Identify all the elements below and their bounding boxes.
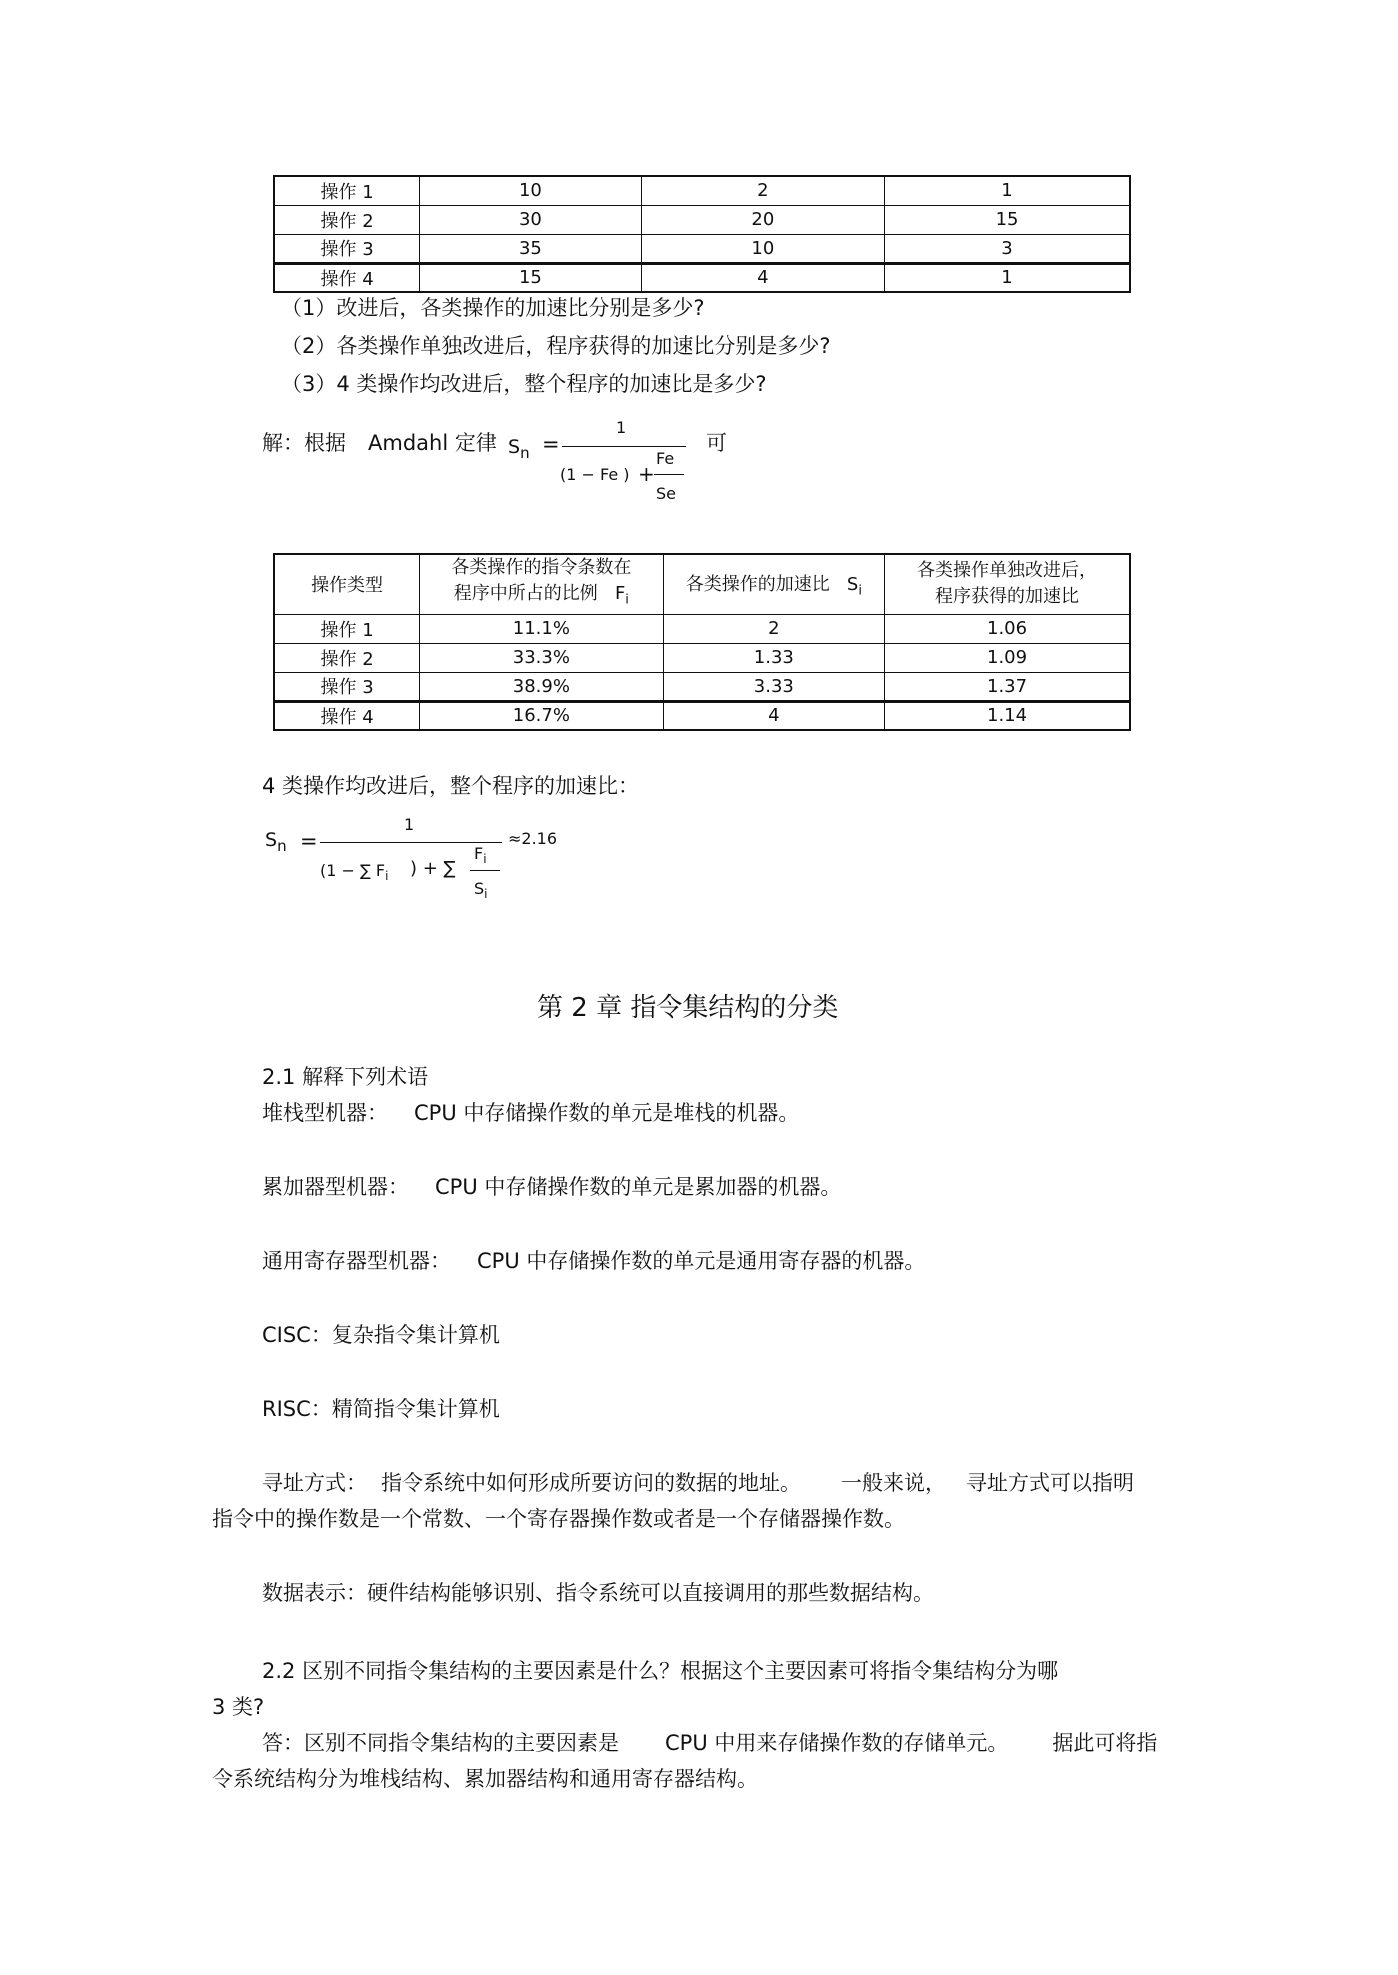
solution-suffix: 可 [706, 431, 727, 455]
table-speedup [273, 553, 1131, 731]
term-data-representation: 数据表示：硬件结构能够识别、指令系统可以直接调用的那些数据结构。 [262, 1581, 934, 1605]
section-2-2-answer-line-2: 令系统结构分为堆栈结构、累加器结构和通用寄存器结构。 [212, 1767, 758, 1791]
term-label: 通用寄存器型机器： [262, 1249, 451, 1273]
table-cell: 1.09 [885, 643, 1130, 672]
overall-equals: = [300, 829, 318, 853]
addressing-line-2: 指令中的操作数是一个常数、一个寄存器操作数或者是一个存储器操作数。 [212, 1507, 905, 1531]
formula-equals: = [542, 432, 560, 456]
table-cell: 操作 2 [274, 205, 420, 234]
term-stack [262, 1100, 799, 1126]
table-cell: 1.06 [885, 614, 1130, 643]
table-cell: 11.1% [420, 614, 663, 643]
table-cell: 15 [885, 205, 1130, 234]
table-cell: 10 [641, 234, 884, 263]
formula-numerator: 1 [616, 418, 627, 437]
table-cell: 操作 4 [274, 701, 420, 730]
overall-numerator: 1 [404, 815, 415, 834]
overall-fraction-bar [320, 842, 502, 843]
overall-denominator-left: (1 − ∑ $F_i$ [320, 861, 389, 884]
table-cell: 10 [420, 176, 641, 205]
term-cisc [262, 1322, 500, 1348]
term-accumulator [262, 1174, 841, 1200]
table-cell: 1.37 [885, 672, 1130, 701]
overall-si: $S_i$ [474, 879, 488, 902]
term-label: 堆栈型机器： [262, 1101, 388, 1125]
header-cell: 各类操作的指令条数在 程序中所占的比例 $F_i$ [420, 554, 663, 614]
term-definition: 精简指令集计算机 [331, 1397, 500, 1421]
overall-result: ≈2.16 [508, 829, 558, 848]
formula-plus: + [638, 462, 655, 486]
term-gpr [262, 1248, 925, 1274]
overall-label: 4 类操作均改进后，整个程序的加速比： [262, 774, 640, 798]
term-definition: CPU 中存储操作数的单元是累加器的机器。 [435, 1175, 842, 1199]
table-cell: 2 [641, 176, 884, 205]
question-2: （2）各类操作单独改进后，程序获得的加速比分别是多少? [281, 334, 831, 358]
fraction-bar [562, 446, 686, 447]
table-cell: 操作 1 [274, 614, 420, 643]
table-cell: 16.7% [420, 701, 663, 730]
term-label: 累加器型机器： [262, 1175, 409, 1199]
table-cell: 15 [420, 263, 641, 292]
header-cell: 操作类型 [274, 554, 420, 614]
table-cell: 3.33 [663, 672, 885, 701]
table-cell: 操作 3 [274, 234, 420, 263]
section-2-1-heading: 2.1 解释下列术语 [262, 1065, 429, 1089]
section-2-2-answer-line-1: 答：区别不同指令集结构的主要因素是 CPU 中用来存储操作数的存储单元。 据此可将指 [262, 1731, 1158, 1755]
overall-small-bar [470, 870, 500, 871]
question-3: （3）4 类操作均改进后，整个程序的加速比是多少? [281, 372, 767, 396]
table-header-row [274, 554, 1130, 614]
table-row [274, 701, 1130, 730]
section-2-2-question-line-2: 3 类? [212, 1695, 265, 1719]
overall-fi: $F_i$ [474, 844, 487, 867]
table-cell: 30 [420, 205, 641, 234]
table-row [274, 672, 1130, 701]
table-cell: 3 [885, 234, 1130, 263]
table-cell: 1 [885, 176, 1130, 205]
term-definition: CPU 中存储操作数的单元是堆栈的机器。 [414, 1101, 800, 1125]
formula-sn: $S_n$ [508, 436, 530, 462]
formula-se: Se [656, 484, 676, 503]
overall-sn: $S_n$ [265, 829, 287, 855]
table-row [274, 234, 1130, 263]
table-cell: 35 [420, 234, 641, 263]
term-label: RISC： [262, 1397, 332, 1421]
formula-fe: Fe [656, 449, 675, 468]
table-cell: 4 [641, 263, 884, 292]
table-cell: 2 [663, 614, 885, 643]
term-definition: 复杂指令集计算机 [331, 1323, 500, 1347]
table-cell: 1.33 [663, 643, 885, 672]
term-risc [262, 1396, 500, 1422]
question-1: （1）改进后，各类操作的加速比分别是多少? [281, 296, 705, 320]
table-cell: 1.14 [885, 701, 1130, 730]
table-row [274, 643, 1130, 672]
term-label: CISC： [262, 1323, 332, 1347]
term-addressing: 寻址方式： 指令系统中如何形成所要访问的数据的地址。 一般来说， 寻址方式可以指明 [262, 1471, 1134, 1495]
overall-denominator-mid: ) + ∑ [410, 858, 456, 879]
table-row [274, 205, 1130, 234]
table-cell: 4 [663, 701, 885, 730]
solution-prefix: 解：根据 [262, 431, 346, 455]
table-operations [273, 175, 1131, 293]
formula-denominator-left: (1 − Fe ) [560, 465, 630, 484]
table-cell: 操作 3 [274, 672, 420, 701]
table-cell: 操作 4 [274, 263, 420, 292]
table-cell: 20 [641, 205, 884, 234]
table-cell: 操作 1 [274, 176, 420, 205]
fraction-bar-small [654, 474, 684, 475]
term-definition: CPU 中存储操作数的单元是通用寄存器的机器。 [477, 1249, 926, 1273]
table-cell: 33.3% [420, 643, 663, 672]
table-cell: 1 [885, 263, 1130, 292]
chapter-title: 第 2 章 指令集结构的分类 [537, 993, 839, 1023]
table-row [274, 614, 1130, 643]
amdahl-law-label: Amdahl 定律 [368, 431, 497, 455]
table-row [274, 176, 1130, 205]
header-cell: 各类操作的加速比 $S_i$ [663, 554, 885, 614]
section-2-2-question-line-1: 2.2 区别不同指令集结构的主要因素是什么？根据这个主要因素可将指令集结构分为哪 [262, 1659, 1059, 1683]
table-row [274, 263, 1130, 292]
header-cell: 各类操作单独改进后， 程序获得的加速比 [885, 554, 1130, 614]
table-cell: 操作 2 [274, 643, 420, 672]
table-cell: 38.9% [420, 672, 663, 701]
